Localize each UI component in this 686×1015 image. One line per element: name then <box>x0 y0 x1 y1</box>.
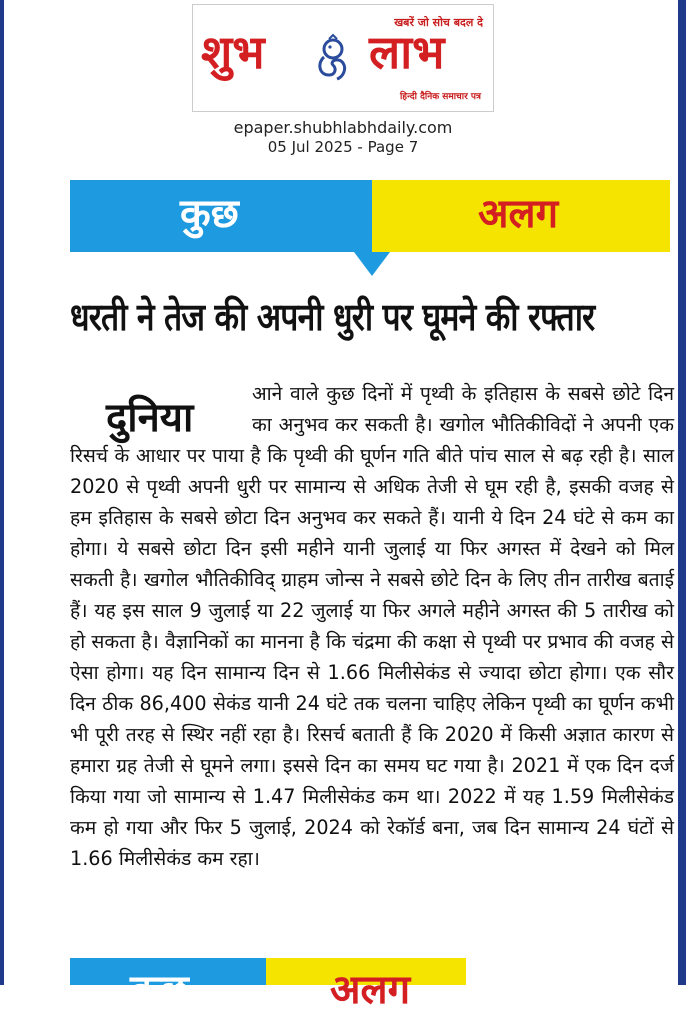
epaper-url[interactable]: epaper.shubhlabhdaily.com <box>233 118 453 137</box>
masthead-title-right: लाभ <box>369 25 445 79</box>
masthead-subtagline: हिन्दी दैनिक समाचार पत्र <box>399 92 481 102</box>
masthead-logo <box>192 4 494 112</box>
ganesha-icon <box>309 35 357 81</box>
masthead-title-left: शुभ <box>201 25 265 79</box>
next-banner-word-1: कुछ <box>130 967 189 1013</box>
next-section-banner <box>70 958 466 1013</box>
dateline-spacer <box>70 378 252 440</box>
section-banner-notch <box>354 252 390 276</box>
article-body: आने वाले कुछ दिनों में पृथ्वी के इतिहास के सबसे छोटे दिन का अनुभव कर सकती है। खगोल भौतिकीविदों ने अपनी एक रिसर्च के आधार पर पाया है कि पृथ्वी की घूर्णन गति बीते पांच साल से बढ़ रही है। साल 2020 से पृथ्वी अपनी धुरी पर सामान्य से अधिक तेजी से घूम रही है, इसकी वजह से हम इतिहास के सबसे छोटा दिन अनुभव कर सकते हैं। यानी ये दिन 24 घंटे से कम का होगा। ये सबसे छोटा दिन इसी महीने यानी जुलाई या फिर अगस्त में देखने को मिल सकती है। खगोल भौतिकीविद् ग्राहम जोन्स ने सबसे छोटे दिन के लिए तीन तारीख बताई हैं। यह इस साल 9 जुलाई या 22 जुलाई या फिर अगले महीने अगस्त की 5 तारीख को हो सकता है। वैज्ञानिकों का मानना है कि चंद्रमा की कक्षा से पृथ्वी पर प्रभाव की वजह से ऐसा होगा। यह दिन सामान्य दिन से 1.66 मिलीसेकंड से ज्यादा छोटा होगा। एक सौर दिन ठीक 86,400 सेकंड यानी 24 घंटे तक चलना चाहिए लेकिन पृथ्वी का घूर्णन कभी भी पूरी तरह से स्थिर नहीं रहा है। रिसर्च बताती हैं कि 2020 में किसी अज्ञात कारण से हमारा ग्रह तेजी से घूमने लगा। इससे दिन का समय घट गया है। 2021 में एक दिन दर्ज किया गया जो सामान्य से 1.47 मिलीसेकंड कम था। 2022 में यह 1.59 मिलीसेकंड कम हो गया और फिर 5 जुलाई, 2024 को रेकॉर्ड बना, जब दिन सामान्य 24 घंटों से 1.66 मिलीसेकंड कम रहा। <box>70 382 674 870</box>
next-banner-word-2: अलग <box>330 967 411 1013</box>
masthead-tagline: खबरें जो सोच बदल दे <box>394 16 483 29</box>
section-banner-word-1: कुछ <box>180 191 239 237</box>
article-body-container <box>70 378 674 874</box>
date-page-label: 05 Jul 2025 - Page 7 <box>267 138 419 156</box>
section-banner <box>70 180 670 252</box>
section-banner-word-2: अलग <box>478 191 559 237</box>
article-dateline: दुनिया <box>106 395 194 441</box>
article-headline: धरती ने तेज की अपनी धुरी पर घूमने की रफ्तार <box>70 295 595 339</box>
